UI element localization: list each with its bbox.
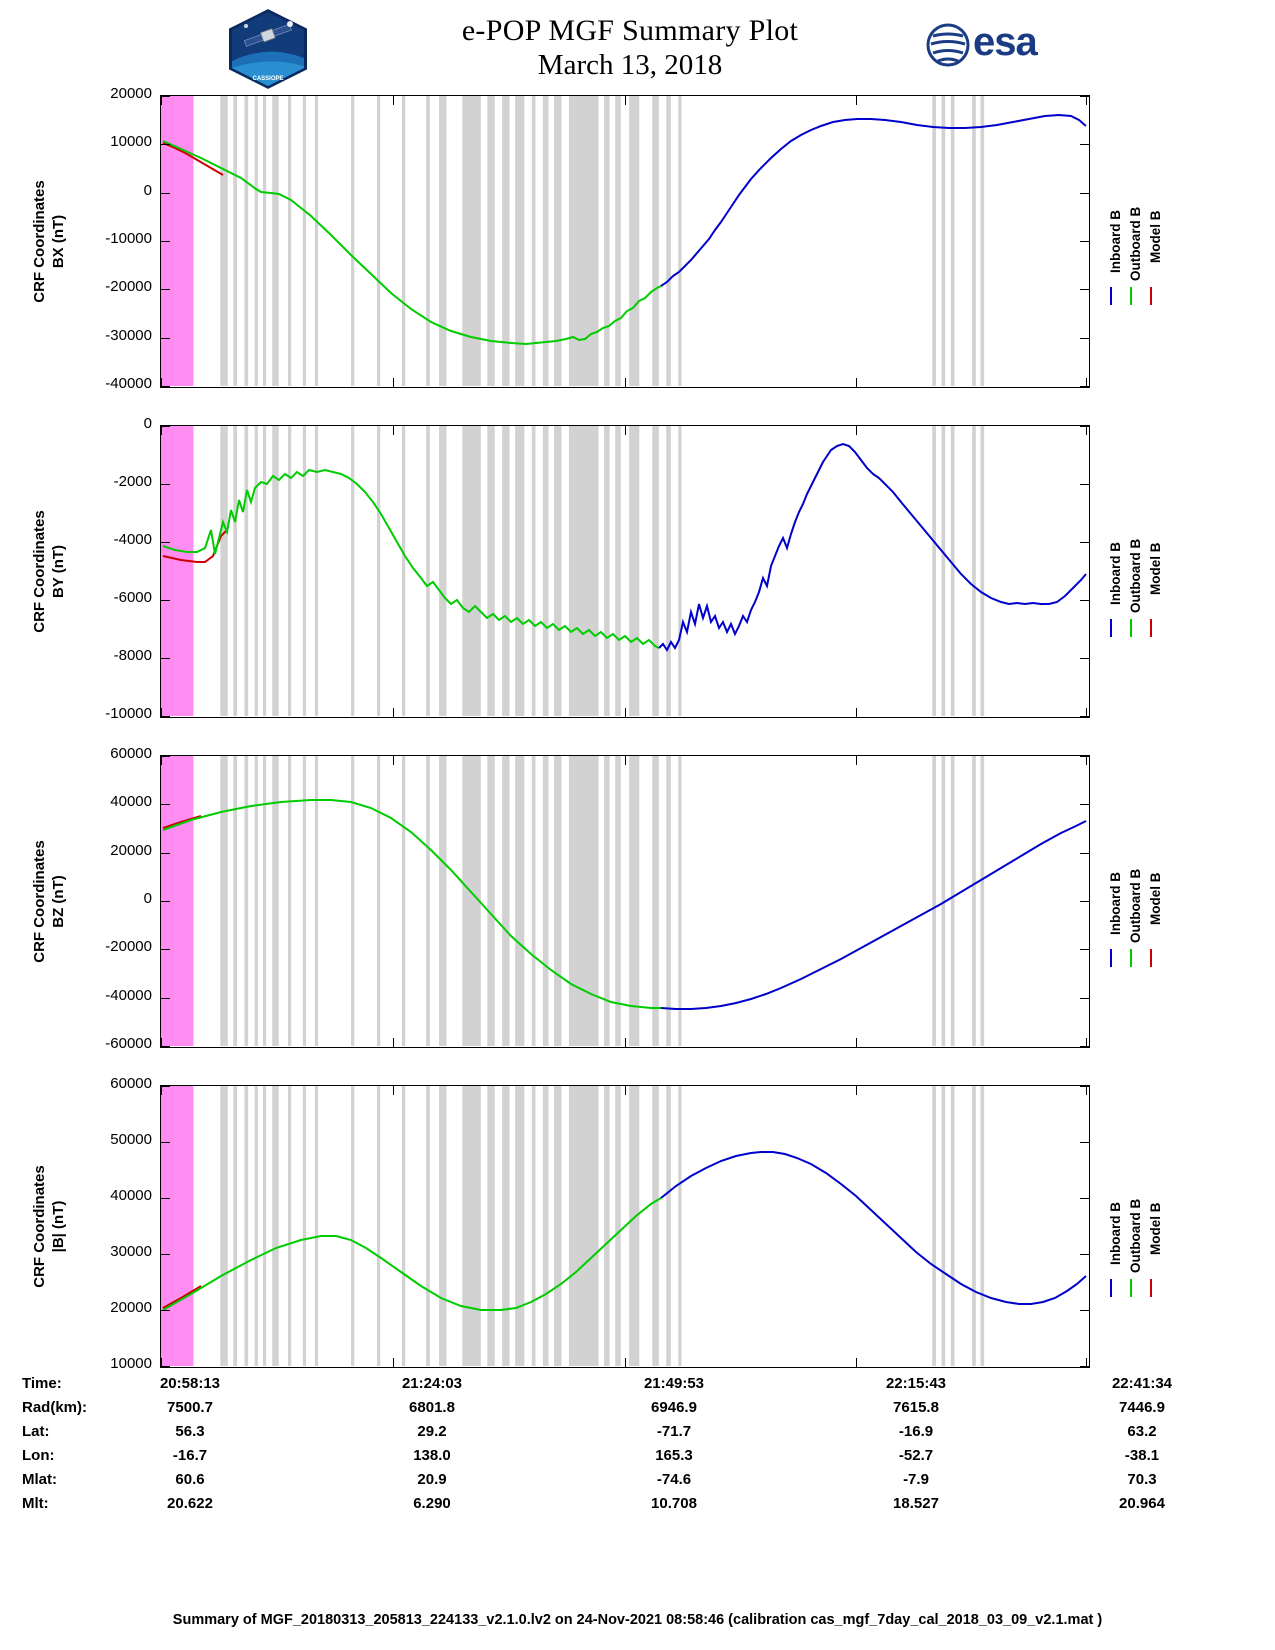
row-value: -38.1	[1124, 1447, 1160, 1464]
x-tick-mark	[393, 378, 394, 387]
ephemeris-table	[22, 1375, 1173, 1519]
x-tick-mark	[625, 1358, 626, 1367]
row-label: Time:	[22, 1375, 62, 1392]
row-label: Mlt:	[22, 1495, 49, 1512]
y-tick-label: 60000	[110, 1075, 152, 1092]
y-tick-label: 50000	[110, 1131, 152, 1148]
row-value: 6801.8	[409, 1399, 455, 1416]
y-tick-mark	[161, 289, 170, 290]
row-value: 70.3	[1127, 1471, 1157, 1488]
y-tick-label: 10000	[110, 133, 152, 151]
x-tick-mark	[625, 426, 626, 435]
x-tick-mark	[161, 708, 162, 717]
x-tick-mark	[1086, 96, 1087, 105]
y-tick-mark	[161, 426, 170, 427]
axis-title: CRF Coordinates |B| (nT)	[31, 1165, 67, 1288]
y-tick-label: 60000	[110, 745, 152, 762]
y-tick-mark	[1080, 600, 1089, 601]
y-tick-mark	[1080, 484, 1089, 485]
table-row	[22, 1399, 1165, 1423]
y-tick-label: -40000	[105, 375, 152, 392]
legend-swatch-outboard	[1130, 619, 1132, 637]
cassiope-epop-logo-icon	[222, 6, 314, 92]
legend-swatch-model	[1150, 619, 1152, 637]
legend-label-inboard: Inboard B	[1108, 210, 1123, 273]
row-value: 20.9	[417, 1471, 447, 1488]
x-tick-mark	[161, 1358, 162, 1367]
y-tick-mark	[161, 716, 170, 717]
y-tick-label: -10000	[105, 705, 152, 722]
chart-panel-bmag	[160, 1085, 1090, 1368]
y-tick-mark	[1080, 289, 1089, 290]
row-value: 22:15:43	[885, 1375, 947, 1392]
legend-swatches-by	[1098, 619, 1168, 641]
y-tick-label: -10000	[105, 230, 152, 247]
y-tick-label: 0	[143, 181, 152, 199]
y-tick-mark	[161, 1046, 170, 1047]
row-value: 165.3	[655, 1447, 693, 1464]
legend-swatches-bx	[1098, 287, 1168, 309]
legend-label-model: Model B	[1148, 1202, 1163, 1255]
x-tick-mark	[1086, 378, 1087, 387]
table-row	[22, 1423, 1162, 1447]
x-tick-mark	[1086, 426, 1087, 435]
x-tick-mark	[625, 96, 626, 105]
title-line-1: e-POP MGF Summary Plot	[461, 14, 799, 47]
y-tick-label: 20000	[110, 841, 152, 859]
x-tick-mark	[856, 378, 857, 387]
y-tick-mark	[161, 96, 170, 97]
esa-logo-text: esa	[973, 20, 1037, 64]
y-tick-mark	[1080, 1046, 1089, 1047]
legend-label-inboard: Inboard B	[1108, 872, 1123, 935]
y-tick-mark	[161, 756, 170, 757]
legend-bmag	[1098, 1155, 1168, 1301]
legend-label-model: Model B	[1148, 872, 1163, 925]
y-tick-mark	[161, 804, 170, 805]
y-tick-label: -6000	[113, 589, 152, 606]
y-tick-mark	[1080, 1198, 1089, 1199]
y-tick-mark	[1080, 241, 1089, 242]
y-tick-mark	[1080, 1366, 1089, 1367]
row-label: Lat:	[22, 1423, 50, 1440]
legend-swatch-inboard	[1110, 287, 1112, 305]
row-value: 21:24:03	[401, 1375, 463, 1392]
y-tick-mark	[161, 658, 170, 659]
y-tick-mark	[1080, 338, 1089, 339]
y-tick-mark	[1080, 901, 1089, 902]
row-value: 22:41:34	[1111, 1375, 1173, 1392]
bmag-traces	[161, 1086, 1088, 1366]
x-tick-mark	[161, 756, 162, 765]
chart-panel-bx	[160, 95, 1090, 388]
y-tick-mark	[1080, 998, 1089, 999]
plot-area-bmag	[161, 1086, 1089, 1367]
y-tick-mark	[161, 853, 170, 854]
y-tick-label: 0	[143, 415, 152, 432]
legend-label-outboard: Outboard B	[1128, 538, 1143, 613]
y-tick-mark	[1080, 193, 1089, 194]
x-tick-mark	[161, 1086, 162, 1095]
y-tick-mark	[161, 1086, 170, 1087]
x-tick-mark	[1086, 1358, 1087, 1367]
y-tick-mark	[161, 484, 170, 485]
bz-traces	[161, 756, 1088, 1046]
y-tick-mark	[161, 241, 170, 242]
legend-label-model: Model B	[1148, 542, 1163, 595]
row-value: -74.6	[656, 1471, 692, 1488]
y-tick-mark	[1080, 1254, 1089, 1255]
y-tick-mark	[161, 1310, 170, 1311]
row-value: 29.2	[417, 1423, 447, 1440]
legend-swatch-inboard	[1110, 949, 1112, 967]
axis-title: CRF Coordinates BY (nT)	[31, 510, 67, 633]
y-tick-label: -20000	[105, 278, 152, 296]
legend-label-model: Model B	[1148, 210, 1163, 263]
y-tick-label: -2000	[113, 473, 152, 490]
y-tick-mark	[161, 600, 170, 601]
y-tick-mark	[161, 1198, 170, 1199]
y-tick-mark	[1080, 542, 1089, 543]
legend-swatch-inboard	[1110, 1279, 1112, 1297]
y-tick-label: 20000	[110, 1299, 152, 1316]
by-traces	[161, 426, 1088, 716]
y-tick-mark	[161, 949, 170, 950]
legend-swatch-model	[1150, 949, 1152, 967]
y-tick-label: 40000	[110, 1187, 152, 1204]
row-value: 21:49:53	[643, 1375, 705, 1392]
plot-area-by	[161, 426, 1089, 717]
x-tick-mark	[161, 426, 162, 435]
y-tick-label: 40000	[110, 793, 152, 811]
legend-labels-bx	[1098, 163, 1168, 281]
x-tick-mark	[161, 378, 162, 387]
legend-label-outboard: Outboard B	[1128, 1198, 1143, 1273]
x-tick-mark	[856, 1086, 857, 1095]
legend-bx	[1098, 163, 1168, 309]
row-label: Rad(km):	[22, 1399, 88, 1416]
legend-swatch-model	[1150, 1279, 1152, 1297]
x-tick-mark	[1086, 756, 1087, 765]
y-tick-mark	[1080, 1086, 1089, 1087]
x-tick-mark	[856, 708, 857, 717]
legend-by	[1098, 495, 1168, 641]
y-tick-mark	[1080, 716, 1089, 717]
x-tick-mark	[393, 756, 394, 765]
row-value: -7.9	[903, 1471, 929, 1488]
x-tick-mark	[393, 1358, 394, 1367]
plot-area-bz	[161, 756, 1089, 1047]
row-value: 7500.7	[167, 1399, 213, 1416]
legend-label-inboard: Inboard B	[1108, 542, 1123, 605]
y-tick-mark	[161, 193, 170, 194]
row-value: 18.527	[893, 1495, 939, 1512]
table-row	[22, 1471, 1162, 1495]
table-row	[22, 1447, 1162, 1471]
legend-swatch-outboard	[1130, 287, 1132, 305]
axis-title: CRF Coordinates BX (nT)	[31, 180, 67, 303]
y-tick-label: -4000	[113, 531, 152, 548]
x-tick-mark	[625, 378, 626, 387]
legend-labels-bmag	[1098, 1155, 1168, 1273]
legend-swatch-outboard	[1130, 949, 1132, 967]
title-line-2: March 13, 2018	[537, 49, 723, 81]
x-tick-mark	[856, 1038, 857, 1047]
row-value: 7446.9	[1119, 1399, 1165, 1416]
row-value: 6946.9	[651, 1399, 697, 1416]
legend-swatches-bmag	[1098, 1279, 1168, 1301]
x-tick-mark	[393, 1086, 394, 1095]
y-tick-mark	[1080, 386, 1089, 387]
x-tick-mark	[856, 96, 857, 105]
y-tick-mark	[1080, 1142, 1089, 1143]
table-row	[22, 1495, 1165, 1519]
x-tick-mark	[625, 756, 626, 765]
row-value: 6.290	[413, 1495, 451, 1512]
axis-title: CRF Coordinates BZ (nT)	[31, 840, 67, 963]
row-value: 60.6	[175, 1471, 205, 1488]
y-tick-mark	[1080, 144, 1089, 145]
y-tick-mark	[1080, 426, 1089, 427]
y-tick-mark	[1080, 658, 1089, 659]
legend-labels-bz	[1098, 825, 1168, 943]
y-tick-mark	[1080, 949, 1089, 950]
y-tick-label: 20000	[110, 85, 152, 102]
figure-caption: Summary of MGF_20180313_205813_224133_v2.1.0.lv2 on 24-Nov-2021 08:58:46 (calibration cas_mgf_7day_cal_2018_03_09_v2.1.mat )	[172, 1612, 1103, 1628]
legend-label-inboard: Inboard B	[1108, 1202, 1123, 1265]
legend-swatch-inboard	[1110, 619, 1112, 637]
x-tick-mark	[393, 426, 394, 435]
table-row	[22, 1375, 1173, 1399]
x-tick-mark	[393, 96, 394, 105]
y-tick-mark	[161, 542, 170, 543]
page-header	[0, 0, 1275, 92]
x-tick-mark	[625, 708, 626, 717]
y-tick-mark	[161, 998, 170, 999]
row-label: Lon:	[22, 1447, 55, 1464]
y-tick-label: 0	[143, 890, 152, 907]
esa-logo-icon	[925, 22, 1055, 68]
y-tick-mark	[1080, 96, 1089, 97]
y-tick-label: -8000	[113, 647, 152, 664]
row-value: 63.2	[1127, 1423, 1157, 1440]
row-value: 7615.8	[893, 1399, 939, 1416]
y-tick-mark	[161, 1254, 170, 1255]
legend-labels-by	[1098, 495, 1168, 613]
y-tick-mark	[161, 144, 170, 145]
y-tick-mark	[1080, 804, 1089, 805]
chart-panel-bz	[160, 755, 1090, 1048]
x-tick-mark	[625, 1086, 626, 1095]
page-title	[330, 14, 930, 82]
row-value: 10.708	[651, 1495, 697, 1512]
y-tick-mark	[161, 338, 170, 339]
row-value: 20:58:13	[159, 1375, 221, 1392]
y-tick-mark	[161, 1142, 170, 1143]
y-tick-label: 30000	[110, 1243, 152, 1260]
row-value: -16.7	[172, 1447, 208, 1464]
x-tick-mark	[1086, 1038, 1087, 1047]
x-tick-mark	[161, 1038, 162, 1047]
bx-traces	[161, 96, 1088, 386]
y-tick-mark	[161, 901, 170, 902]
legend-swatches-bz	[1098, 949, 1168, 971]
row-value: 56.3	[175, 1423, 205, 1440]
y-tick-mark	[1080, 756, 1089, 757]
x-tick-mark	[393, 1038, 394, 1047]
x-tick-mark	[161, 96, 162, 105]
y-tick-label: -20000	[105, 938, 152, 956]
y-tick-label: -30000	[105, 326, 152, 344]
plot-area-bx	[161, 96, 1089, 387]
y-tick-label: -60000	[105, 1035, 152, 1052]
row-value: 20.964	[1119, 1495, 1165, 1512]
y-tick-mark	[161, 1366, 170, 1367]
y-tick-mark	[1080, 1310, 1089, 1311]
x-tick-mark	[1086, 1086, 1087, 1095]
x-tick-mark	[625, 1038, 626, 1047]
x-tick-mark	[856, 1358, 857, 1367]
row-value: 20.622	[167, 1495, 213, 1512]
legend-swatch-outboard	[1130, 1279, 1132, 1297]
legend-label-outboard: Outboard B	[1128, 206, 1143, 281]
row-value: -52.7	[898, 1447, 934, 1464]
row-value: -71.7	[656, 1423, 692, 1440]
row-label: Mlat:	[22, 1471, 57, 1488]
legend-swatch-model	[1150, 287, 1152, 305]
x-tick-mark	[393, 708, 394, 717]
x-tick-mark	[856, 426, 857, 435]
svg-text:CASSIOPE: CASSIOPE	[252, 76, 284, 82]
x-tick-mark	[1086, 708, 1087, 717]
x-tick-mark	[856, 756, 857, 765]
y-tick-mark	[161, 386, 170, 387]
row-value: 138.0	[413, 1447, 451, 1464]
y-tick-label: 10000	[110, 1355, 152, 1372]
chart-panel-by	[160, 425, 1090, 718]
row-value: -16.9	[898, 1423, 934, 1440]
y-tick-label: -40000	[105, 986, 152, 1004]
legend-label-outboard: Outboard B	[1128, 868, 1143, 943]
y-tick-mark	[1080, 853, 1089, 854]
legend-bz	[1098, 825, 1168, 971]
